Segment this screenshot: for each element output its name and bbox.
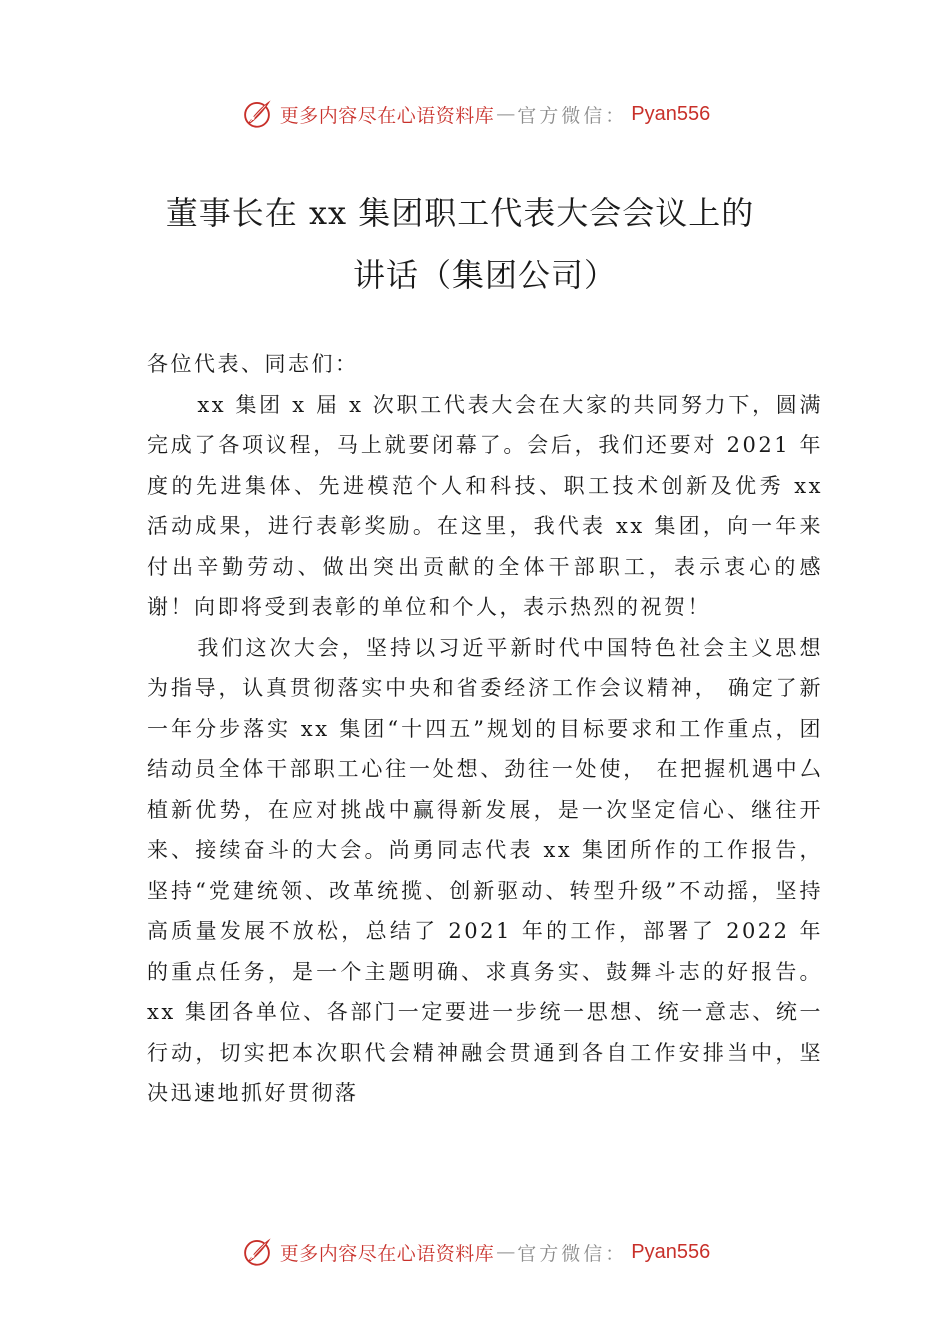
banner-dash: — [496,103,516,125]
salutation: 各位代表、同志们： [147,352,359,376]
promo-text: 更多内容尽在心语资料库 [279,1242,495,1265]
wechat-account: Pyan556 [631,1240,711,1263]
feather-pen-logo-icon [240,97,274,131]
title-line-2: 讲话（集团公司） [352,256,617,294]
title-line-1: 董事长在 xx 集团职工代表大会会议上的 [165,194,755,232]
footer-banner [0,1232,950,1272]
header-banner [0,94,950,134]
wechat-account: Pyan556 [631,102,711,125]
promo-text: 更多内容尽在心语资料库 [279,104,495,127]
banner-dash: — [496,1241,516,1263]
feather-pen-logo-icon [240,1235,274,1269]
wechat-label: 官方微信： [517,1242,628,1265]
paragraph-2: 我们这次大会，坚持以习近平新时代中国特色社会主义思想为指导，认真贯彻落实中央和省委经济工作会议精神， 确定了新一年分步落实 xx 集团“十四五”规划的目标要求和工作重点，团结动员全体干部职工心往一处想、劲往一处使， 在把握机遇中厶植新优势，在应对挑战中赢得新发展，是一次坚定信心、继往开来、接续奋斗的大会。尚勇同志代表 xx 集团所作的工作报告，坚持“党建统领、改革统揽、创新驱动、转型升级”不动摇，坚持高质量发展不放松，总结了 2021 年的工作，部署了 2022 年的重点任务，是一个主题明确、求真务实、鼓舞斗志的好报告。xx 集团各单位、各部门一定要进一步统一思想、统一意志、统一行动，切实把本次职代会精神融会贯通到各自工作安排当中，坚决迅速地抓好贯彻落 [147,635,823,1105]
wechat-label: 官方微信： [517,104,628,127]
document-title [0,182,950,306]
document-body [147,344,823,1114]
paragraph-1: xx 集团 x 届 x 次职工代表大会在大家的共同努力下，圆满完成了各项议程，马上就要闭幕了。会后，我们还要对 2021 年度的先进集体、先进模范个人和科技、职工技术创新及优秀 xx 活动成果，进行表彰奖励。在这里，我代表 xx 集团，向一年来付出辛勤劳动、做出突出贡献的全体干部职工，表示衷心的感谢！向即将受到表彰的单位和个人，表示热烈的祝贺！ [147,392,823,619]
